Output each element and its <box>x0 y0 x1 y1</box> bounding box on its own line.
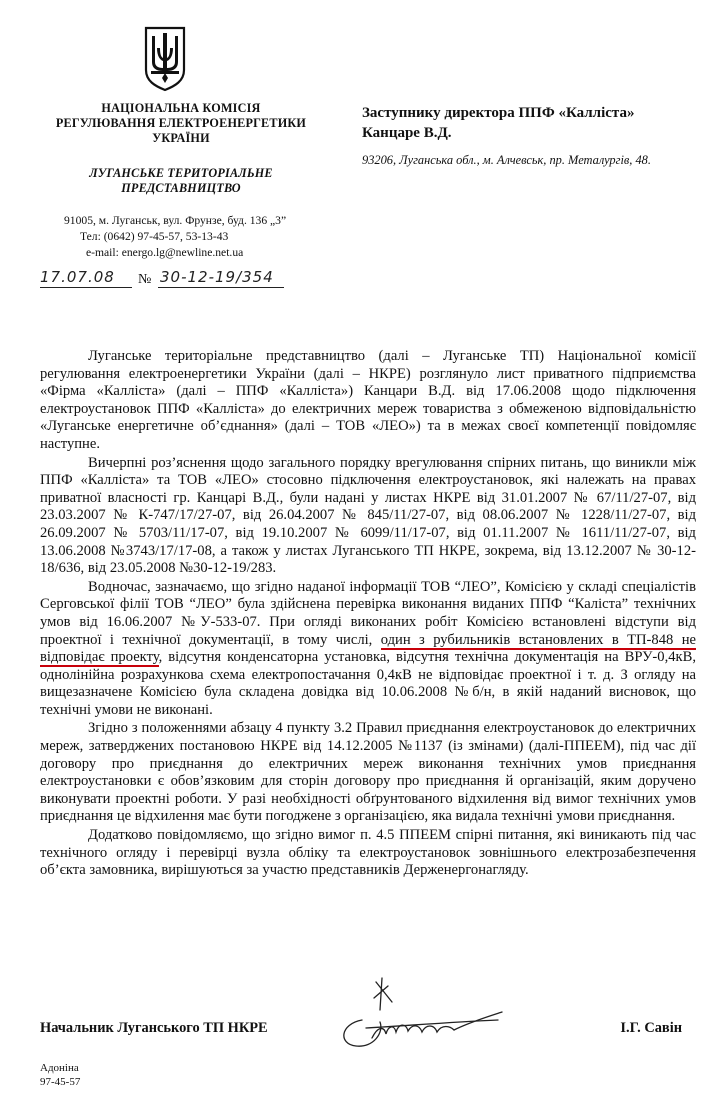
sender-dept-line: ЛУГАНСЬКЕ ТЕРИТОРІАЛЬНЕ <box>89 166 273 180</box>
recipient-line: Канцаре В.Д. <box>362 125 452 141</box>
body-paragraph: Згідно з положеннями абзацу 4 пункту 3.2 Правил приєднання електроустановок до електричних мереж, затверджених постановою НКРЕ від 14.12.2005 №1137 (із змінами) (далі-ППЕЕМ), під час дії договору про приєднання до електричних мереж виконання технічних умов приєднання електроустановки є обов’язковим для сторін договору про приєднання й організацій, яким доручено виконувати проектні роботи. У разі необхідності обґрунтованого відхилення від вимог технічних умов приєднання це відхилення має бути погоджене з організацією, яка видала технічні умови приєднання. <box>40 720 696 825</box>
sender-org-line: УКРАЇНИ <box>152 131 210 145</box>
recipient-address: 93206, Луганська обл., м. Алчевськ, пр. Металургів, 48. <box>362 153 651 167</box>
letter-body <box>40 348 696 880</box>
date-underline <box>40 287 132 288</box>
coat-of-arms-emblem <box>143 26 187 92</box>
number-underline <box>158 287 284 288</box>
letter-date: 17.07.08 <box>40 268 115 286</box>
body-paragraph: Луганське територіальне представництво (далі – Луганське ТП) Національної комісії регулювання електроенергетики України (далі – НКРЕ) розглянуло лист приватного підприємства «Фірма «Калліста» (далі – ППФ «Калліста») Канцари В.Д. від 17.06.2008 щодо підключення електроустановок ППФ «Калліста» до електричних мереж товариства з обмеженою відповідальністю «Луганське енергетичне об’єднання» (далі – ТОВ «ЛЕО») та в межах своєї компетенції повідомляє наступне. <box>40 348 696 452</box>
letter-number-sign: № <box>138 272 152 287</box>
sender-organization <box>40 101 322 146</box>
highlighted-text: один з рубильників встановлених в ТП-848 не відповідає проекту <box>40 631 696 666</box>
sender-address: 91005, м. Луганськ, вул. Фрунзе, буд. 136 „3” <box>64 214 287 227</box>
signatory-name: І.Г. Савін <box>620 1020 682 1036</box>
sender-dept-line: ПРЕДСТАВНИЦТВО <box>121 181 241 195</box>
executor-name: Адоніна <box>40 1062 79 1074</box>
paragraph-text: Водночас, зазначаємо, що згідно наданої інформації ТОВ “ЛЕО”, Комісією у складі спеціалістів Серговської філії ТОВ “ЛЕО” була здійснена перевірка виконання виданих ППФ “Каліста” технічних умов від 16.06.2007 №У-533-07. При огляді виконаних робіт Комісією встановлені відступи від проектної і технічної документації, в тому числі, <box>40 578 696 648</box>
recipient <box>362 103 634 143</box>
sender-org-line: РЕГУЛЮВАННЯ ЕЛЕКТРОЕНЕРГЕТИКИ <box>55 116 307 130</box>
letter-number: 30-12-19/354 <box>160 268 274 286</box>
sender-department <box>40 166 322 196</box>
sender-email: e-mail: energo.lg@newline.net.ua <box>86 246 244 259</box>
paragraph-text: , відсутня конденсаторна установка, відсутня технічна документація на ВРУ-0,4кВ, однолінійна розрахункова схема електропостачання 0,4кВ не відповідає проектної і т. д. З огляду на вищезазначене Комісією була складена довідка від 10.06.2008 №б/н, в якій наданий висновок, що технічні умови не виконані. <box>40 649 696 718</box>
sender-phone: Тел: (0642) 97-45-57, 53-13-43 <box>80 230 229 243</box>
body-paragraph <box>40 579 696 720</box>
signatory-title: Начальник Луганського ТП НКРЕ <box>40 1020 268 1036</box>
sender-org-line: НАЦІОНАЛЬНА КОМІСІЯ <box>101 101 261 115</box>
body-paragraph: Додатково повідомляємо, що згідно вимог п. 4.5 ППЕЕМ спірні питання, які виникають під час технічного огляду і перевірці вузла обліку та електроустановок зовнішнього електрозабезпечення об’єкта замовника, вирішуються за участю представників Держенергонагляду. <box>40 827 696 879</box>
recipient-line: Заступнику директора ППФ «Калліста» <box>362 105 635 121</box>
executor-phone: 97-45-57 <box>40 1076 81 1088</box>
handwritten-signature <box>322 968 512 1060</box>
executor-block <box>40 1061 80 1089</box>
body-paragraph: Вичерпні роз’яснення щодо загального порядку врегулювання спірних питань, що виникли між ППФ «Калліста» та ТОВ «ЛЕО» стосовно підключення електроустановок, які належать на правах приватної власності гр. Канцарі В.Д., були надані у листах НКРЕ від 31.01.2007 № 67/11/27-07, від 23.03.2007 № К-747/17/27-07, від 26.04.2007 № 845/11/27-07, від 08.06.2007 № 1228/11/27-07, від 26.09.2007 № 5703/11/17-07, від 19.10.2007 № 6099/11/17-07, від 01.11.2007 № 1611/11/27-07, від 13.06.2008 №3743/17/17-08, а також у листах Луганського ТП НКРЕ, зокрема, від 13.12.2007 № 30-12-18/636, від 23.05.2008 №30-12-19/283. <box>40 454 696 577</box>
